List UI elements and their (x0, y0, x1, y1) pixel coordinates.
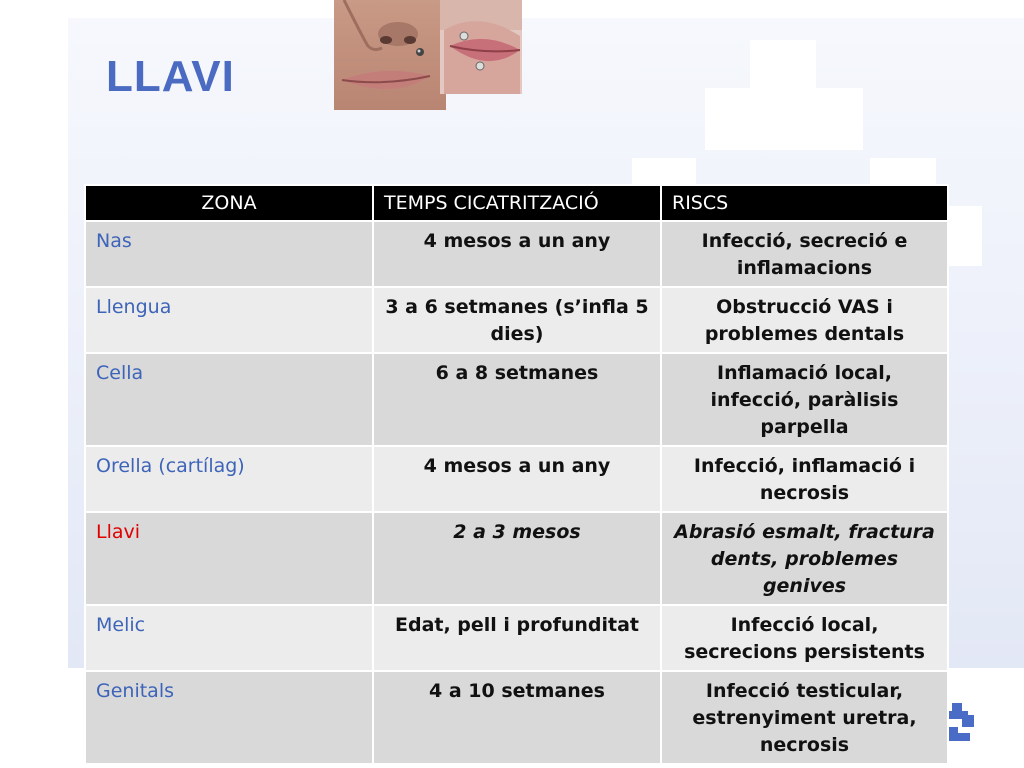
time-cell: 3 a 6 setmanes (s’infla 5 dies) (373, 287, 661, 353)
risk-cell: Infecció testicular, estrenyiment uretra, necrosis (661, 671, 948, 764)
healing-table (84, 184, 949, 765)
table-row (85, 446, 948, 512)
background-block (705, 88, 863, 150)
header-riscs: RISCS (661, 185, 948, 221)
lip-piercing-photo (440, 0, 522, 94)
zone-cell-highlighted: Llavi (85, 512, 373, 605)
page-title: LLAVI (106, 52, 235, 101)
time-cell: 4 mesos a un any (373, 221, 661, 287)
background-block (632, 158, 696, 184)
time-cell: 4 a 10 setmanes (373, 671, 661, 764)
time-cell: 4 mesos a un any (373, 446, 661, 512)
zone-cell: Nas (85, 221, 373, 287)
zone-cell: Genitals (85, 671, 373, 764)
table-row (85, 287, 948, 353)
time-cell: 2 a 3 mesos (373, 512, 661, 605)
table-row (85, 512, 948, 605)
risk-cell: Infecció local, secrecions persistents (661, 605, 948, 671)
background-block (870, 158, 936, 184)
table-row (85, 605, 948, 671)
zone-cell: Cella (85, 353, 373, 446)
zone-cell: Melic (85, 605, 373, 671)
table-row (85, 353, 948, 446)
risk-cell: Infecció, secreció e inflamacions (661, 221, 948, 287)
risk-cell: Obstrucció VAS i problemes dentals (661, 287, 948, 353)
table-row (85, 221, 948, 287)
risk-cell: Abrasió esmalt, fractura dents, problemes genives (661, 512, 948, 605)
background-block (946, 206, 982, 266)
risk-cell: Infecció, inflamació i necrosis (661, 446, 948, 512)
zone-cell: Llengua (85, 287, 373, 353)
table-row (85, 671, 948, 764)
time-cell: 6 a 8 setmanes (373, 353, 661, 446)
header-temps: TEMPS CICATRITZACIÓ (373, 185, 661, 221)
risk-cell: Inflamació local, infecció, paràlisis parpella (661, 353, 948, 446)
time-cell: Edat, pell i profunditat (373, 605, 661, 671)
background-block (750, 40, 816, 88)
table-header-row (85, 185, 948, 221)
nose-piercing-photo (334, 0, 446, 110)
zone-cell: Orella (cartílag) (85, 446, 373, 512)
header-zona: ZONA (85, 185, 373, 221)
